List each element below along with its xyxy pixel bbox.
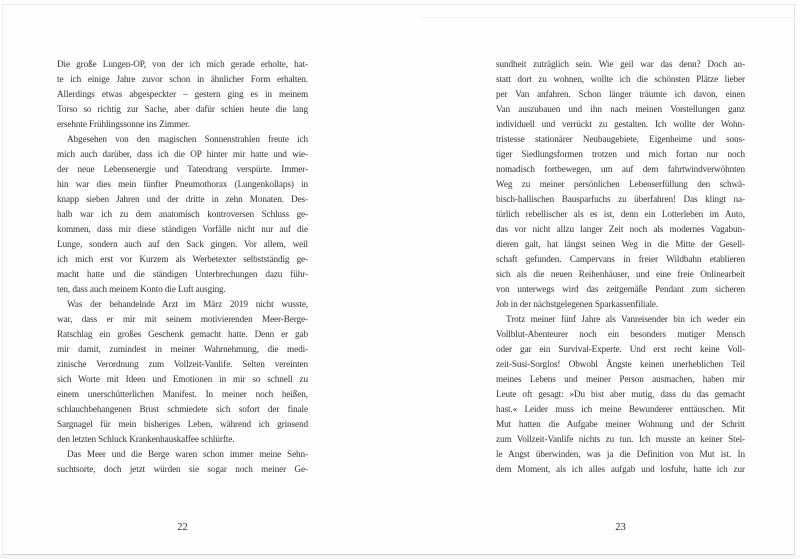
text-line: Job in der nächstgelegenen Sparkassenfiliale. bbox=[496, 299, 659, 309]
text-line: hast.« Leider muss ich meine Bewunderer enttäuschen. Mit bbox=[496, 404, 745, 414]
text-line: per Van anfahren. Schon länger träumte ich davon, einen bbox=[496, 89, 745, 99]
text-line: dieren galt, hat längst seinen Weg in die Mitte der Gesell- bbox=[496, 239, 745, 249]
text-line: nomadisch fortbewegen, um auf dem fahrtwindverwöhnten bbox=[496, 164, 745, 174]
text-line: einem unerschütterlichen Manifest. In meiner noch heißen, bbox=[57, 389, 308, 399]
text-line: Abgesehen von den magischen Sonnenstrahlen freute ich bbox=[67, 134, 308, 144]
text-line: mir damit, zumindest in meiner Wahrnehmung, die medi- bbox=[57, 344, 308, 354]
text-line: hin war dies mein fünfter Pneumothorax (Lungenkollaps) in bbox=[57, 179, 308, 189]
text-line: Van auszubauen und ihn nach meinen Vorstellungen ganz bbox=[496, 104, 745, 114]
text-line: ich mich erst vor Kurzem als Werbetexter selbstständig ge- bbox=[57, 254, 308, 264]
text-line: schaft gefunden. Campervans in freier Wildbahn etablieren bbox=[496, 254, 745, 264]
text-line: Ratschlag ein großes Geschenk gemacht hatte. Denn er gab bbox=[57, 329, 308, 339]
left-page-text bbox=[57, 57, 308, 477]
text-line: das vor nicht allzu langer Zeit noch als modernes Vagabun- bbox=[496, 224, 745, 234]
text-line: Das Meer und die Berge waren schon immer meine Sehn- bbox=[67, 449, 308, 459]
text-line: Sargnagel für mein bisheriges Leben, während ich grinsend bbox=[57, 419, 308, 429]
text-line: ersehnte Frühlingssonne ins Zimmer. bbox=[57, 119, 190, 129]
text-line: ten, dass auch meinem Konto die Luft ausging. bbox=[57, 284, 226, 294]
text-line: zum Vollzeit-Vanlife nichts zu tun. Ich musste an keiner Stel- bbox=[496, 434, 745, 444]
text-line: meines Lebens und meiner Person ausmachen, haben mir bbox=[496, 374, 745, 384]
text-line: te ich einige Jahre zuvor schon in ähnlicher Form erhalten. bbox=[57, 74, 308, 84]
text-line: mich auch darüber, dass ich die OP hinter mir hatte und wie- bbox=[57, 149, 308, 159]
text-line: zinische Verordnung zum Vollzeit-Vanlife. Selten vereinten bbox=[57, 359, 308, 369]
text-line: statt dort zu wohnen, wollte ich die schönsten Plätze lieber bbox=[496, 74, 745, 84]
text-line: knapp sieben Jahren und der dritte in zehn Monaten. Des- bbox=[57, 194, 308, 204]
text-line: von unterwegs wird das zeitgemäße Pendant zum sicheren bbox=[496, 284, 745, 294]
page-edge-top-right-faint bbox=[420, 17, 794, 18]
text-line: Die große Lungen-OP, von der ich mich gerade erholte, hat- bbox=[57, 59, 308, 69]
text-line: tiger Siedlungsformen trotzen und mich fortan nur noch bbox=[496, 149, 745, 159]
text-line: suchtsorte, doch jetzt würden sie sogar noch meiner Ge- bbox=[57, 464, 308, 474]
text-line: sich Worte mit Ideen und Emotionen in mir so schnell zu bbox=[57, 374, 308, 384]
text-line: den letzten Schluck Krankenhauskaffee schlürfte. bbox=[57, 434, 235, 444]
text-line: tristesse stationärer Neubaugebiete, Eigenheime und sons- bbox=[496, 134, 745, 144]
text-line: sich als die neuen Reihenhäuser, und eine freie Onlinearbeit bbox=[496, 269, 745, 279]
text-line: Weg zu meiner persönlichen Lebenserfüllung den schwä- bbox=[496, 179, 745, 189]
scan-shadow-strip bbox=[0, 555, 800, 559]
text-line: sundheit zuträglich sein. Wie geil war das denn? Doch an- bbox=[496, 59, 745, 69]
page-number-right: 23 bbox=[615, 522, 626, 533]
text-line: oder gar ein Survival-Experte. Und erst recht keine Voll- bbox=[496, 344, 745, 354]
text-line: bisch-hallischen Bausparfuchs zu überfahren! Das klingt na- bbox=[496, 194, 745, 204]
text-line: Torso so richtig zur Sache, aber dafür schien heute die lang bbox=[57, 104, 308, 114]
text-line: individuell und verrückt zu gestalten. Ich wollte der Wohn- bbox=[496, 119, 745, 129]
text-line: Lunge, sondern auch auf den Sack gingen. Vor allem, weil bbox=[57, 239, 308, 249]
text-line: Vollblut-Abenteurer noch ein besonders mutiger Mensch bbox=[496, 329, 745, 339]
text-line: dem Moment, als ich alles aufgab und losfuhr, hatte ich zur bbox=[496, 464, 745, 474]
right-page-text bbox=[496, 57, 745, 477]
page-edge-top bbox=[2, 4, 797, 5]
text-line: macht hatte und die ständigen Unterbrechungen dazu führ- bbox=[57, 269, 308, 279]
page-number-left: 22 bbox=[177, 522, 188, 533]
text-line: Was der behandelnde Arzt im März 2019 nicht wusste, bbox=[67, 299, 308, 309]
text-line: Trotz meiner fünf Jahre als Vanreisender bin ich weder ein bbox=[506, 314, 745, 324]
text-line: schlauchbehangenen Brust schmiedete sich sofort der finale bbox=[57, 404, 308, 414]
text-line: war, dass er mir mit seinem motivierenden Meer-Berge- bbox=[57, 314, 308, 324]
text-line: halb war ich zu dem anatomisch kontroversen Schluss ge- bbox=[57, 209, 308, 219]
text-line: Leute oft gesagt: »Du bist aber mutig, dass du das gemacht bbox=[496, 389, 745, 399]
text-line: kommen, dass mir diese ständigen Vorfälle nicht nur auf die bbox=[57, 224, 308, 234]
text-line: zeit-Susi-Sorglos! Obwohl Ängste keinen unerheblichen Teil bbox=[496, 359, 745, 369]
text-line: türlich rebellischer als es ist, denn ein Lotterleben im Auto, bbox=[496, 209, 745, 219]
text-line: le Angst überwinden, was ja die Definition von Mut ist. In bbox=[496, 449, 745, 459]
page-edge-right bbox=[794, 4, 795, 555]
text-line: der neue Lebensenergie und Tatendrang verspürte. Immer- bbox=[57, 164, 308, 174]
text-line: Mut hatten die Aufgabe meiner Wohnung und der Schritt bbox=[496, 419, 745, 429]
text-line: Allerdings etwas abgespeckter – gestern ging es in meinem bbox=[57, 89, 308, 99]
page-edge-left bbox=[2, 4, 3, 555]
